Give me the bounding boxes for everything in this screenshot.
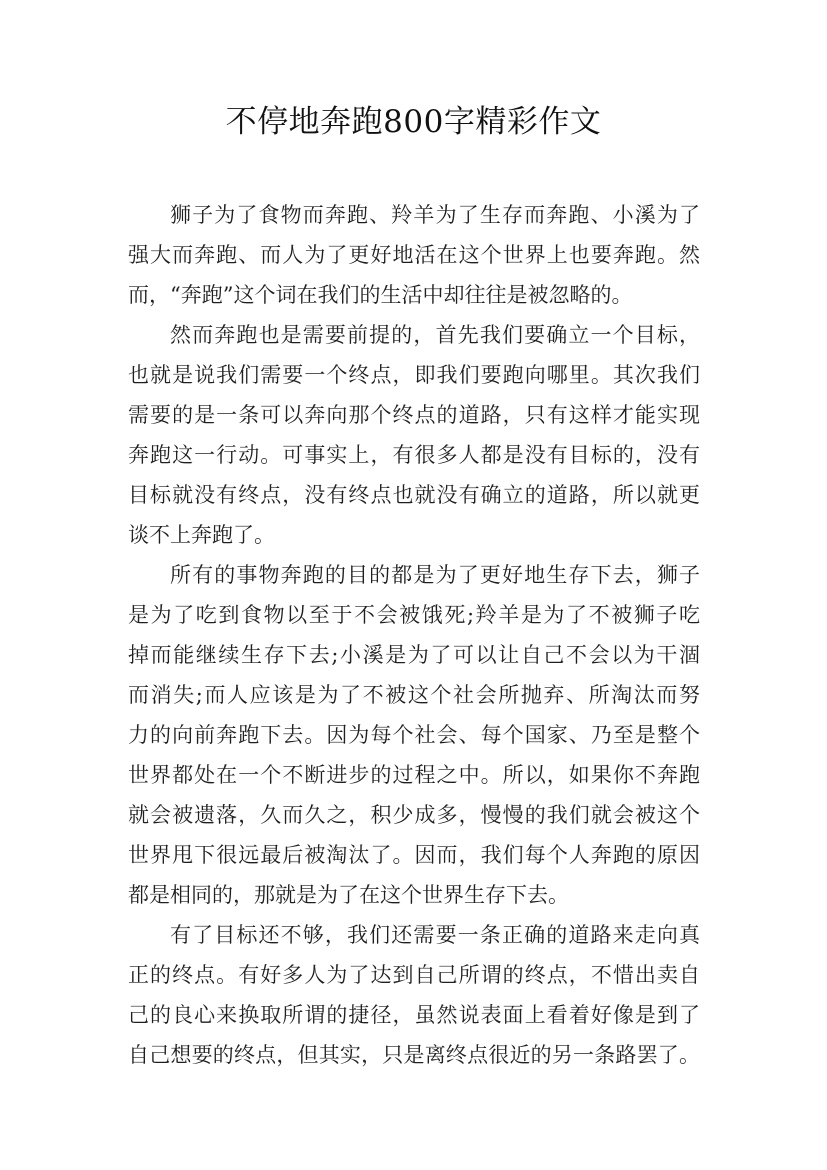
text-line: 目标就没有终点，没有终点也就没有确立的道路，所以就更 (128, 483, 700, 507)
text-line: 然而奔跑也是需要前提的，首先我们要确立一个目标， (170, 323, 700, 347)
text-line: 有了目标还不够，我们还需要一条正确的道路来走向真 (170, 923, 700, 947)
text-line: 奔跑这一行动。可事实上，有很多人都是没有目标的，没有 (128, 443, 700, 467)
text-line: 正的终点。有好多人为了达到自己所谓的终点，不惜出卖自 (128, 963, 700, 987)
text-line: 需要的是一条可以奔向那个终点的道路，只有这样才能实现 (128, 403, 700, 427)
text-line: 力的向前奔跑下去。因为每个社会、每个国家、乃至是整个 (128, 723, 700, 747)
text-line: 所有的事物奔跑的目的都是为了更好地生存下去，狮子 (170, 563, 700, 587)
text-line: 而，“奔跑”这个词在我们的生活中却往往是被忽略的。 (128, 283, 633, 307)
text-line: 狮子为了食物而奔跑、羚羊为了生存而奔跑、小溪为了 (170, 203, 700, 227)
text-line: 都是相同的，那就是为了在这个世界生存下去。 (128, 883, 569, 907)
text-line: 也就是说我们需要一个终点，即我们要跑向哪里。其次我们 (128, 363, 700, 387)
text-line: 己的良心来换取所谓的捷径，虽然说表面上看着好像是到了 (128, 1003, 700, 1027)
text-line: 自己想要的终点，但其实，只是离终点很近的另一条路罢了。 (128, 1043, 700, 1067)
text-line: 而消失;而人应该是为了不被这个社会所抛弃、所淘汰而努 (128, 683, 700, 707)
text-line: 就会被遗落，久而久之，积少成多，慢慢的我们就会被这个 (128, 803, 700, 827)
text-line: 世界甩下很远最后被淘汰了。因而，我们每个人奔跑的原因 (128, 843, 700, 867)
document-title: 不停地奔跑800字精彩作文 (225, 104, 602, 140)
text-line: 掉而能继续生存下去;小溪是为了可以让自己不会以为干涸 (128, 643, 700, 667)
text-line: 强大而奔跑、而人为了更好地活在这个世界上也要奔跑。然 (128, 243, 700, 267)
text-line: 谈不上奔跑了。 (128, 523, 275, 547)
text-line: 是为了吃到食物以至于不会被饿死;羚羊是为了不被狮子吃 (128, 603, 700, 627)
text-line: 世界都处在一个不断进步的过程之中。所以，如果你不奔跑 (128, 763, 700, 787)
